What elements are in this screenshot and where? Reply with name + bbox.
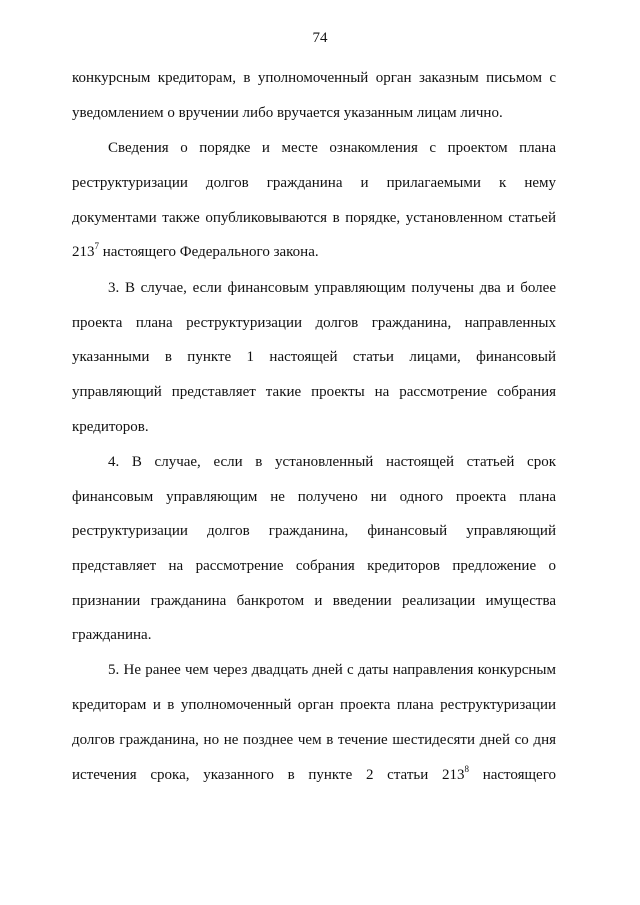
text-line: Сведения о порядке и месте ознакомления с проектом плана [108,140,556,156]
text-line: долгов гражданина, но не позднее чем в течение шестидесяти дней со дня [72,732,556,748]
line-text: настоящего Федерального закона. [102,244,319,260]
article-number: 213 [441,767,465,783]
text-line: 5. Не ранее чем через двадцать дней с даты направления конкурсным [108,662,556,678]
text-line: 4. В случае, если в установленный настоящей статьей срок [108,454,556,470]
line-text: настоящего [482,767,556,783]
text-line: реструктуризации долгов гражданина, финансовый управляющий [72,523,556,539]
text-line: уведомлением о вручении либо вручается указанным лицам лично. [72,105,503,121]
line-text: истечения срока, указанного в пункте 2 статьи [72,767,429,783]
text-line: гражданина. [72,627,152,643]
article-superscript: 7 [94,241,99,251]
text-line: указанными в пункте 1 настоящей статьи лицами, финансовый [72,349,556,365]
page-number: 74 [312,30,328,46]
text-line: конкурсным кредиторам, в уполномоченный орган заказным письмом с [72,70,556,86]
text-line [72,243,556,261]
article-superscript: 8 [464,764,469,774]
text-line: 3. В случае, если финансовым управляющим получены два и более [108,280,556,296]
article-number: 213 [72,244,95,260]
text-line: документами также опубликовываются в порядке, установленном статьей [72,210,556,226]
text-line: представляет на рассмотрение собрания кредиторов предложение о [72,558,556,574]
text-line: управляющий представляет такие проекты на рассмотрение собрания [72,384,556,400]
text-line: кредиторов. [72,419,149,435]
text-line: реструктуризации долгов гражданина и прилагаемыми к нему [72,175,556,191]
text-line: финансовым управляющим не получено ни одного проекта плана [72,489,556,505]
text-line [72,766,556,784]
text-line: признании гражданина банкротом и введении реализации имущества [72,593,556,609]
text-line: кредиторам и в уполномоченный орган проекта плана реструктуризации [72,697,556,713]
text-line: проекта плана реструктуризации долгов гражданина, направленных [72,315,556,331]
